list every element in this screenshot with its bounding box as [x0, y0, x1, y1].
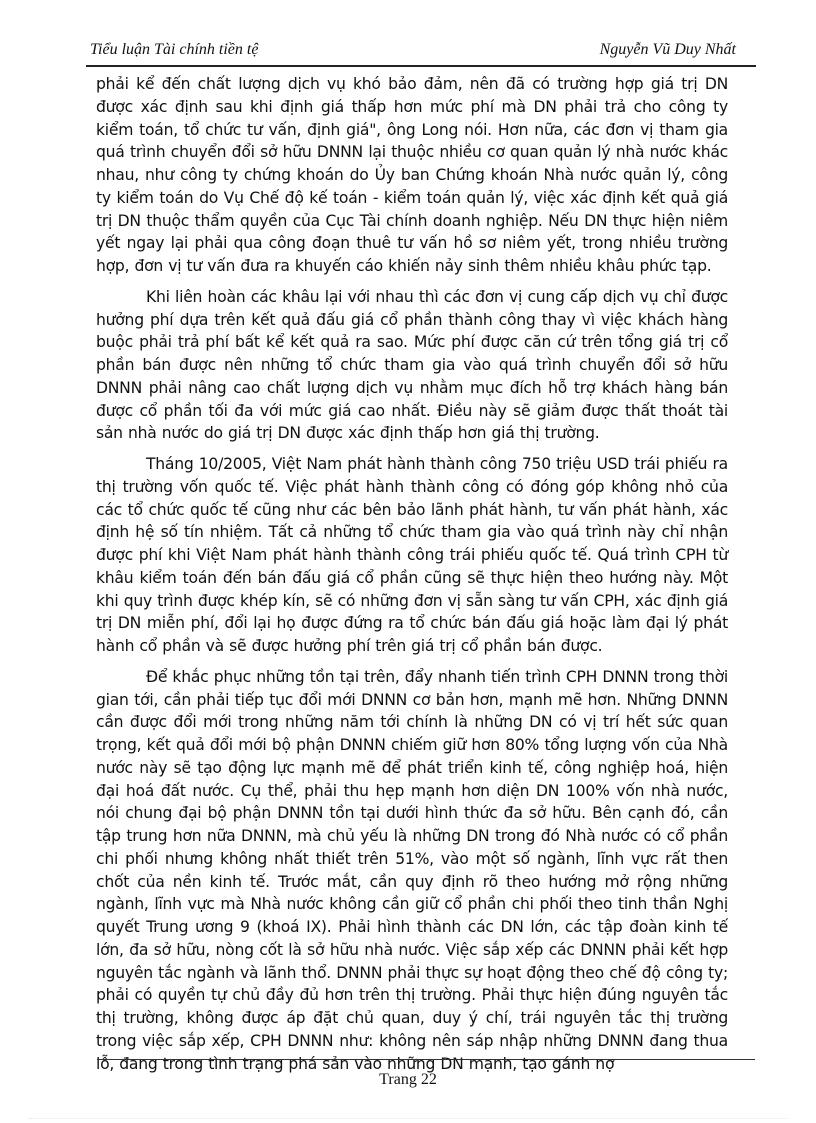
footer-divider: [97, 1059, 755, 1060]
header-title: Tiểu luận Tài chính tiền tệ: [90, 41, 259, 58]
header-author: Nguyễn Vũ Duy Nhất: [599, 41, 736, 58]
paragraph: Để khắc phục những tồn tại trên, đẩy nhanh tiến trình CPH DNNN trong thời gian tới, cần phải tiếp tục đổi mới DNNN cơ bản hơn, mạnh mẽ hơn. Những DNNN cần được đổi mới trong những năm tới chính là những DN có vị trí hết sức quan trọng, kết quả đổi mới bộ phận DNNN chiếm giữ hơn 80% tổng lượng vốn của Nhà nước này sẽ tạo động lực mạnh mẽ để phát triển kinh tế, công nghiệp hoá, hiện đại hoá đất nước. Cụ thể, phải thu hẹp mạnh hơn diện DN 100% vốn nhà nước, nói chung đại bộ phận DNNN tồn tại dưới hình thức đa sở hữu. Bên cạnh đó, cần tập trung hơn nữa DNNN, mà chủ yếu là những DN trong đó Nhà nước có cổ phần chi phối nhưng không nhất thiết trên 51%, vào một số ngành, lĩnh vực rất then chốt của nền kinh tế. Trước mắt, cần quy định rõ theo hướng mở rộng những ngành, lĩnh vực mà Nhà nước không cần giữ cổ phần chi phối theo tinh thần Nghị quyết Trung ương 9 (khoá IX). Phải hình thành các DN lớn, các tập đoàn kinh tế lớn, đa sở hữu, nòng cốt là sở hữu nhà nước. Việc sắp xếp các DNNN phải kết hợp nguyên tắc ngành và lãnh thổ. DNNN phải thực sự hoạt động theo chế độ công ty; phải có quyền tự chủ đầy đủ hơn trên thị trường. Phải thực hiện đúng nguyên tắc thị trường, không được áp đặt chủ quan, duy ý chí, trái nguyên tắc thị trường trong việc sắp xếp, CPH DNNN như: không nên sáp nhập những DNNN đang thua lỗ, đang trong tình trạng phá sản vào những DN mạnh, tạo gánh nợ: [96, 667, 728, 1073]
header-divider: [86, 65, 756, 67]
page-edge-border: [28, 1118, 788, 1119]
document-body: [96, 73, 728, 1083]
page-number: Trang 22: [379, 1071, 437, 1088]
page-header: [86, 38, 756, 64]
paragraph-continued: phải kể đến chất lượng dịch vụ khó bảo đảm, nên đã có trường hợp giá trị DN được xác định sau khi định giá thấp hơn mức phí mà DN phải trả cho công ty kiểm toán, tổ chức tư vấn, định giá", ông Long nói. Hơn nữa, các đơn vị tham gia quá trình chuyển đổi sở hữu DNNN lại thuộc nhiều cơ quan quản lý nhà nước khác nhau, như công ty chứng khoán do Ủy ban Chứng khoán Nhà nước quản lý, công ty kiểm toán do Vụ Chế độ kế toán - kiểm toán quản lý, việc xác định kết quả giá trị DN thuộc thẩm quyền của Cục Tài chính doanh nghiệp. Nếu DN thực hiện niêm yết ngay lại phải qua công đoạn thuê tư vấn hồ sơ niêm yết, trong nhiều trường hợp, đơn vị tư vấn đưa ra khuyến cáo khiến nảy sinh thêm nhiều khâu phức tạp.: [96, 75, 728, 275]
paragraph: Khi liên hoàn các khâu lại với nhau thì các đơn vị cung cấp dịch vụ chỉ được hưởng phí dựa trên kết quả đấu giá cổ phần thành công thay vì việc khách hàng buộc phải trả phí bất kể kết quả ra sao. Mức phí được căn cứ trên tổng giá trị cổ phần bán được nên những tổ chức tham gia vào quá trình chuyển đổi sở hữu DNNN phải nâng cao chất lượng dịch vụ nhằm mục đích hỗ trợ khách hàng bán được cổ phần tối đa với mức giá cao nhất. Điều này sẽ giảm được thất thoát tài sản nhà nước do giá trị DN được xác định thấp hơn giá thị trường.: [96, 287, 728, 443]
paragraph: Tháng 10/2005, Việt Nam phát hành thành công 750 triệu USD trái phiếu ra thị trường vốn quốc tế. Việc phát hành thành công có đóng góp không nhỏ của các tổ chức quốc tế cũng như các bên bảo lãnh phát hành, tư vấn phát hành, xác định hệ số tín nhiệm. Tất cả những tổ chức tham gia vào quá trình này chỉ nhận được phí khi Việt Nam phát hành thành công trái phiếu quốc tế. Quá trình CPH từ khâu kiểm toán đến bán đấu giá cổ phần cũng sẽ thực hiện theo hướng này. Một khi quy trình được khép kín, sẽ có những đơn vị sẵn sàng tư vấn CPH, xác định giá trị DN miễn phí, đổi lại họ được đứng ra tổ chức bán đấu giá hoặc làm đại lý phát hành cổ phần và sẽ được hưởng phí trên giá trị cổ phần bán được.: [96, 455, 728, 655]
